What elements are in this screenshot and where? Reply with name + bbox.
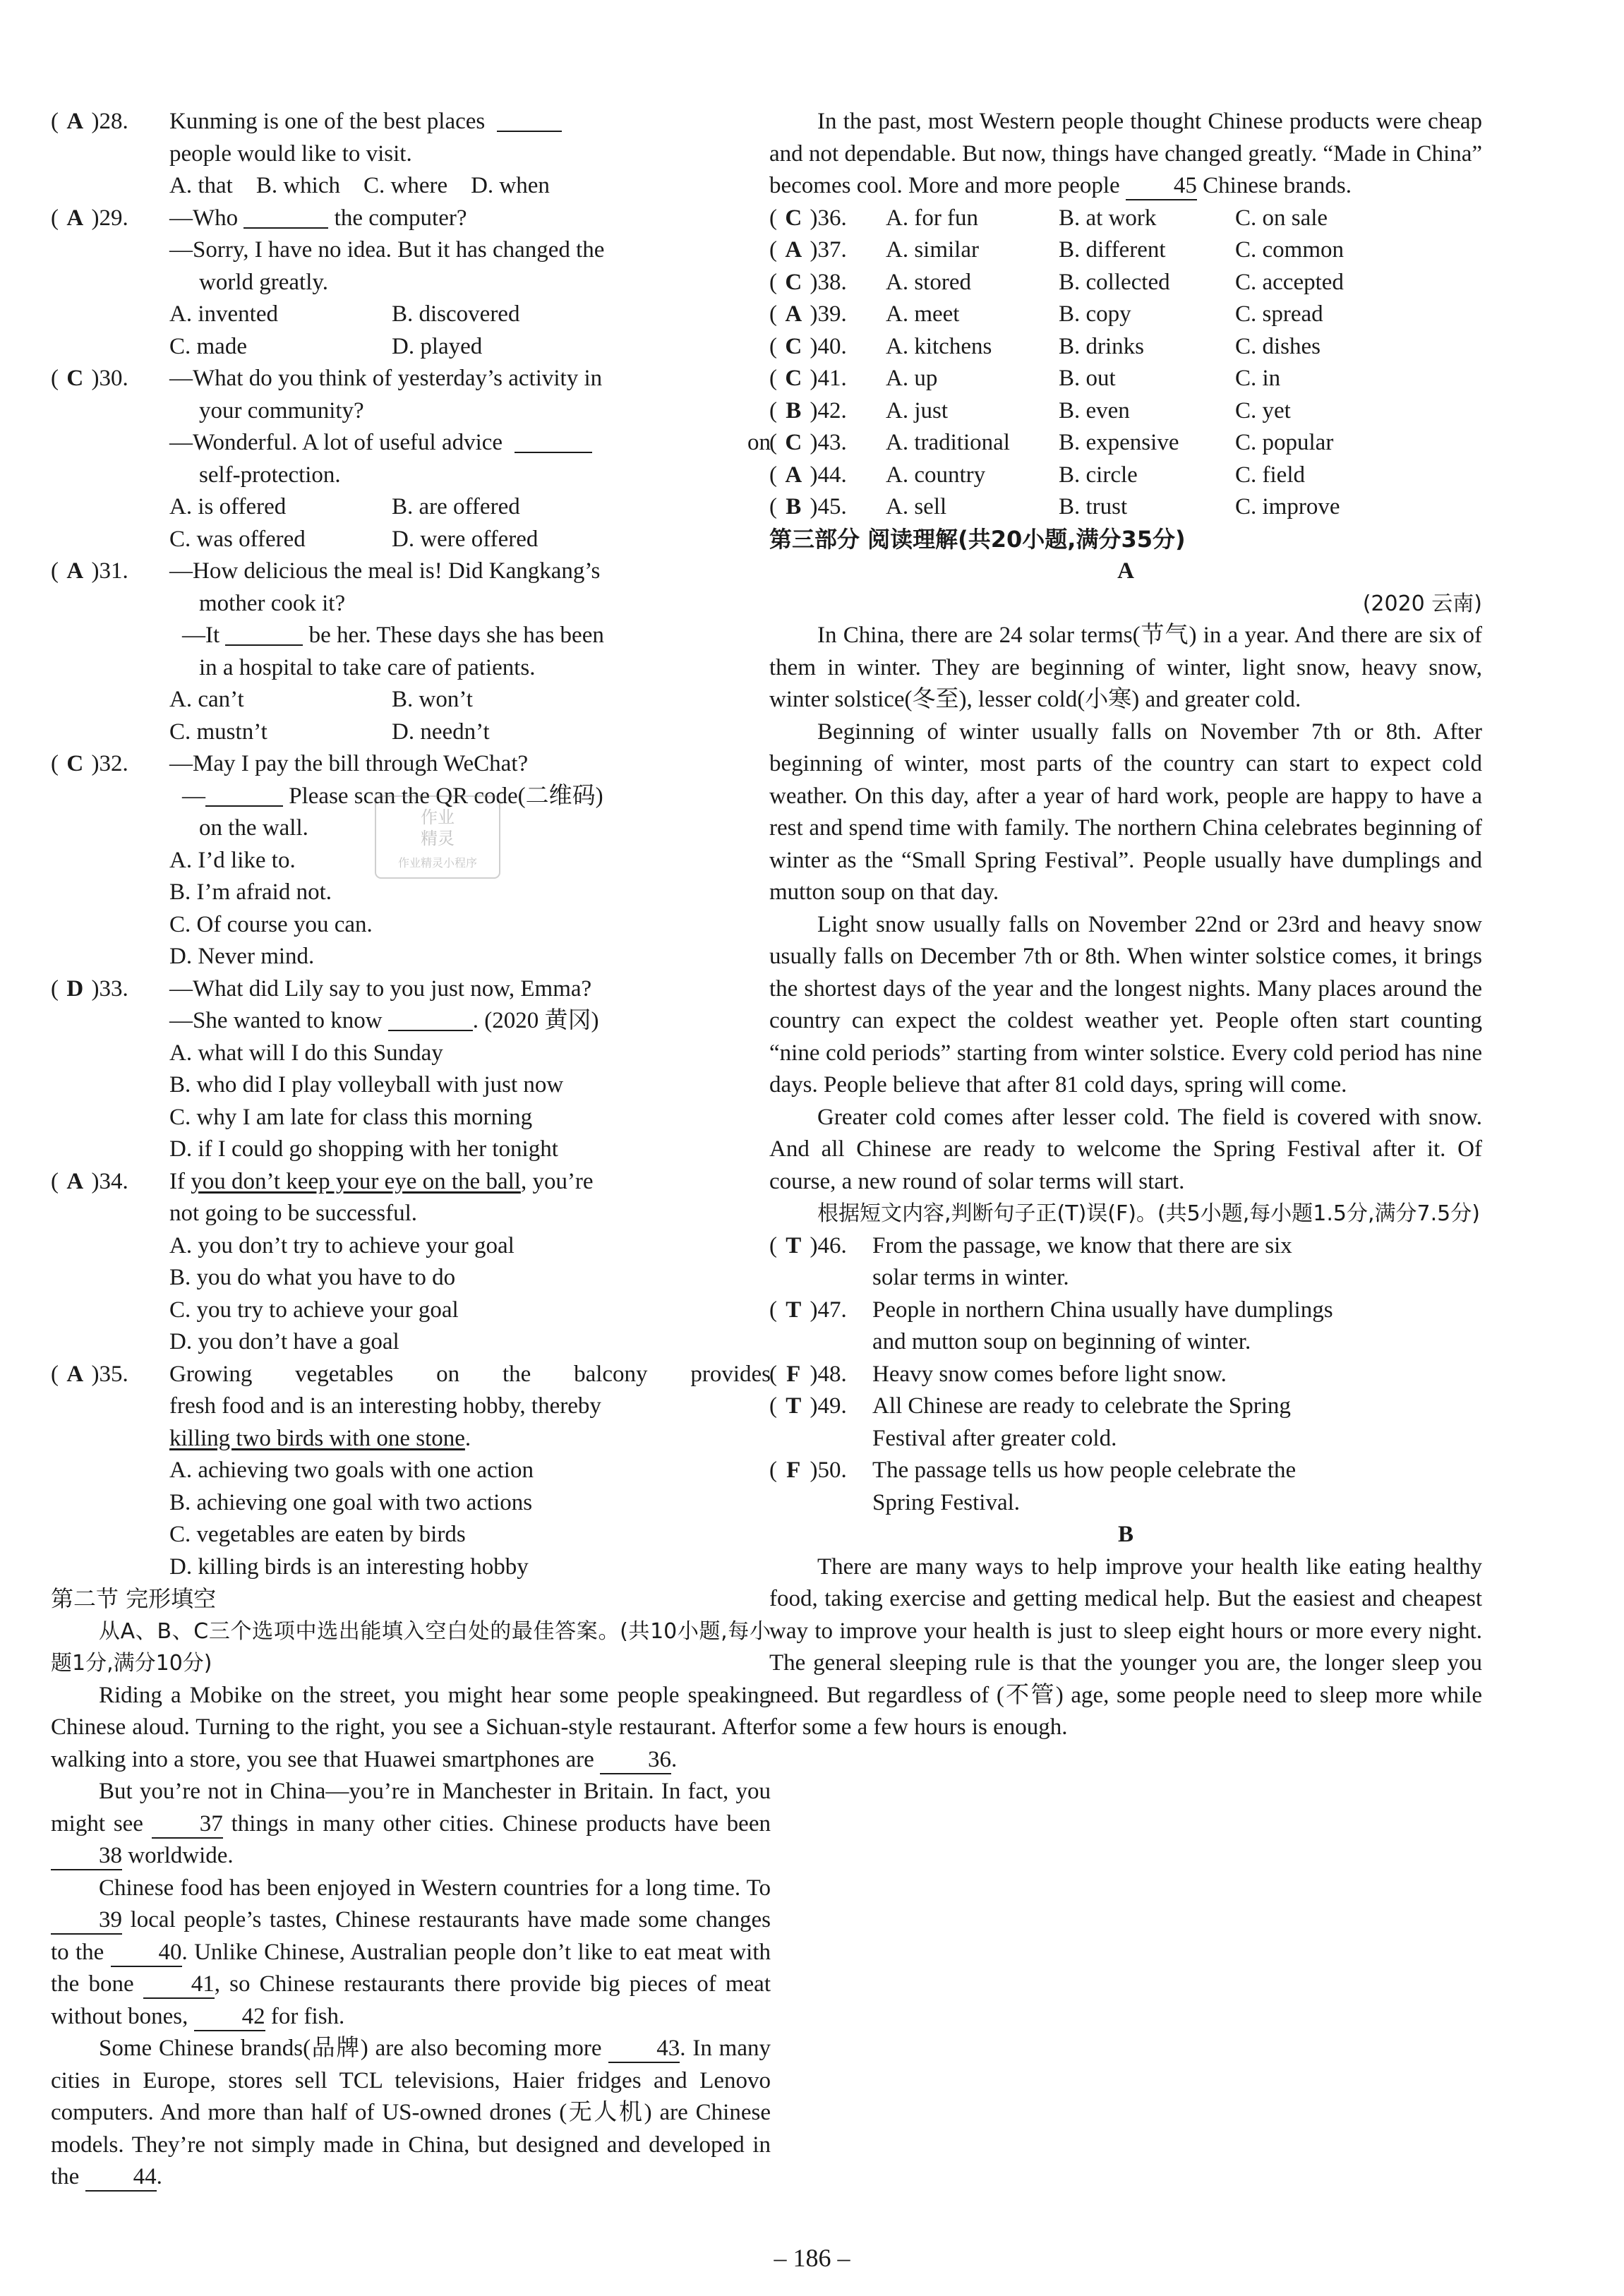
question-35: ( A )35. Growing vegetables on the balcony provides fresh food and is an interesting hobby, thereby killing two birds with one stone. A. achieving two goals with one action B. achieving one goal with two actions C. vegetables are eaten by birds D. killing birds is an interesting hobby <box>51 1359 771 1584</box>
question-31: ( A )31. —How delicious the meal is! Did Kangkang’s mother cook it? —It be her. These days she has been in a hospital to take care of patients. A. can’t B. won’t C. mustn’t D. needn’t <box>51 555 771 748</box>
cloze-blank: 38 <box>51 1842 122 1870</box>
answer: C <box>66 366 84 391</box>
tf-item: ( T )47. People in northern China usually have dumplings and mutton soup on beginning of winter. <box>769 1297 1333 1354</box>
cloze-blank: 37 <box>152 1810 223 1839</box>
cloze-answer-row: ( A )44. A. country B. circle C. field <box>769 462 1305 488</box>
tf-instructions: 根据短文内容,判断句子正(T)误(F)。(共5小题,每小题1.5分,满分7.5分) <box>817 1201 1480 1226</box>
cloze-answer-row: ( C )36. A. for fun B. at work C. on sale <box>769 205 1328 231</box>
tf-item: ( F )48. Heavy snow comes before light snow. <box>769 1361 1227 1387</box>
answer: A <box>66 205 84 231</box>
question-34: ( A )34. If you don’t keep your eye on the ball, you’re not going to be successful. A. you don’t try to achieve your goal B. you do what you have to do C. you try to achieve your goal D. you don’t have a goal <box>51 1166 771 1359</box>
answer: C <box>66 751 84 776</box>
answer-blank <box>225 622 303 646</box>
answer-blank <box>205 783 283 807</box>
cloze-answer-list <box>769 203 1482 524</box>
cloze-blank: 40 <box>111 1939 182 1967</box>
cloze-blank: 43 <box>608 2035 680 2063</box>
options: A. that B. which C. where D. when <box>169 173 550 198</box>
question-33: ( D )33. —What did Lily say to you just now, Emma? —She wanted to know . (2020 黄冈) A. what will I do this Sunday B. who did I play volleyball with just now C. why I am late for class this morning D. if I could go shopping with her tonight <box>51 973 771 1166</box>
passage-label: B <box>1117 1522 1133 1547</box>
cloze-answer-row: ( B )45. A. sell B. trust C. improve <box>769 494 1340 519</box>
cloze-paragraph: Riding a Mobike on the street, you might hear some people speaking Chinese aloud. Turning to the right, you see a Sichuan-style restaurant. After walking into a store, you see that Huawei smartphones are 36. <box>51 1680 771 1777</box>
section-title: 第二节 完形填空 <box>51 1585 217 1612</box>
cloze-blank: 36 <box>600 1746 671 1774</box>
page-number: – 186 – <box>774 2244 850 2272</box>
question-30: ( C )30. —What do you think of yesterday’s activity in your community? —Wonderful. A lot of useful advice on self-protection. A. is offered B. are offered C. was offered D. were offered <box>51 363 771 555</box>
answer: A <box>66 109 84 134</box>
stamp-line-1: 作业 <box>421 807 455 827</box>
tf-item: ( T )46. From the passage, we know that there are six solar terms in winter. <box>769 1232 1292 1290</box>
stamp-line-2: 精灵 <box>421 829 455 848</box>
cloze-paragraph: But you’re not in China—you’re in Manchester in Britain. In fact, you might see 37 things in many other cities. Chinese products have been 38 worldwide. <box>51 1776 771 1873</box>
answer: A <box>66 1168 84 1194</box>
cloze-answer-row: ( C )38. A. stored B. collected C. accepted <box>769 269 1344 295</box>
stamp-line-3: 作业精灵小程序 <box>397 856 478 870</box>
cloze-paragraph: In the past, most Western people thought Chinese products were cheap and not dependable. But now, things have changed greatly. “Made in China” becomes cool. More and more people 45 Chinese brands. <box>769 106 1482 203</box>
passage-source: (2020 云南) <box>1362 591 1482 616</box>
cloze-answer-row: ( A )37. A. similar B. different C. common <box>769 237 1344 263</box>
section-instructions: 从A、B、C三个选项中选出能填入空白处的最佳答案。(共10小题,每小题1分,满分10分) <box>51 1618 771 1676</box>
answer: D <box>66 975 84 1002</box>
cloze-blank: 41 <box>143 1971 215 1999</box>
cloze-answer-row: ( B )42. A. just B. even C. yet <box>769 397 1291 423</box>
right-column-main <box>769 106 1482 1744</box>
passage-paragraph: Light snow usually falls on November 22nd or 23rd and heavy snow usually falls on December 7th or 8th. When winter solstice comes, it brings the shortest days of the year and the longest nights. Many places around the country can expect the coldest weather yet. People often start counting “nine cold periods” starting from winter solstice. Every cold period has nine days. People believe that after 81 cold days, spring will come. <box>769 911 1482 1098</box>
passage-paragraph: Greater cold comes after lesser cold. The field is covered with snow. And all Chinese are ready to welcome the Spring Festival after it. Of course, a new round of solar terms will start. <box>769 1104 1482 1194</box>
passage-paragraph: In China, there are 24 solar terms(节气) in a year. And there are six of them in winter. They are beginning of winter, light snow, heavy snow, winter solstice(冬至), lesser cold(小寒) and greater cold. <box>769 623 1482 712</box>
cloze-paragraph: Chinese food has been enjoyed in Western countries for a long time. To 39 local people’s tastes, Chinese restaurants have made some changes to the 40. Unlike Chinese, Australian people don’t like to eat meat with the bone 41, so Chinese restaurants there provide big pieces of meat without bones, 42 for fish. <box>51 1873 771 2033</box>
tf-item: ( F )50. The passage tells us how people celebrate the Spring Festival. <box>769 1457 1297 1515</box>
answer-blank <box>388 1007 473 1031</box>
cloze-answer-row: ( C )41. A. up B. out C. in <box>769 366 1281 391</box>
passage-label: A <box>1117 558 1134 584</box>
cloze-blank: 42 <box>194 2003 265 2031</box>
answer: A <box>66 558 84 584</box>
tf-list <box>769 1230 1482 1520</box>
answer-blank <box>515 429 592 453</box>
cloze-paragraph: Some Chinese brands(品牌) are also becoming more 43. In many cities in Europe, stores sell TCL televisions, Haier fridges and Lenovo computers. And more than half of US-owned drones (无人机) are Chinese models. They’re not simply made in China, but designed and developed in the 44. <box>51 2033 771 2194</box>
part-title: 第三部分 阅读理解(共20小题,满分35分) <box>769 525 1186 553</box>
left-column <box>51 106 771 2194</box>
question-28: ( A )28. Kunming is one of the best places people would like to visit. A. that B. which C. where D. when <box>51 106 771 203</box>
passage-paragraph: Beginning of winter usually falls on November 7th or 8th. After beginning of winter, most parts of the country can start to expect cold weather. On this day, after a year of hard work, people are happy to have a rest and spend time with family. The northern China celebrates beginning of winter as the “Small Spring Festival”. People usually have dumplings and mutton soup on that day. <box>769 719 1482 905</box>
answer-blank <box>243 205 328 229</box>
cloze-answer-row: ( C )40. A. kitchens B. drinks C. dishes <box>769 333 1321 359</box>
answer-blank <box>497 108 562 132</box>
cloze-answer-row: ( C )43. A. traditional B. expensive C. popular <box>769 430 1334 455</box>
cloze-blank: 45 <box>1126 172 1197 200</box>
passage-paragraph: There are many ways to help improve your health like eating healthy food, taking exercise and getting medical help. But the easiest and cheapest way to improve your health is just to sleep eight hours or more every night. The general sleeping rule is that the younger you are, the longer sleep you need. But regardless of (不管) age, some people need to sleep more while for some a few hours is enough. <box>769 1553 1482 1740</box>
tf-item: ( T )49. All Chinese are ready to celebrate the Spring Festival after greater cold. <box>769 1393 1291 1451</box>
question-32: ( C )32. —May I pay the bill through WeChat? — Please scan the QR code(二维码) on the wall. A. I’d like to. B. I’m afraid not. C. Of course you can. D. Never mind. <box>51 748 771 973</box>
answer: A <box>66 1361 84 1387</box>
cloze-blank: 39 <box>51 1906 122 1935</box>
cloze-answer-row: ( A )39. A. meet B. copy C. spread <box>769 301 1323 327</box>
cloze-blank: 44 <box>85 2163 157 2192</box>
question-29: ( A )29. —Who the computer? —Sorry, I have no idea. But it has changed the world greatly. A. invented B. discovered C. made D. played <box>51 203 771 363</box>
